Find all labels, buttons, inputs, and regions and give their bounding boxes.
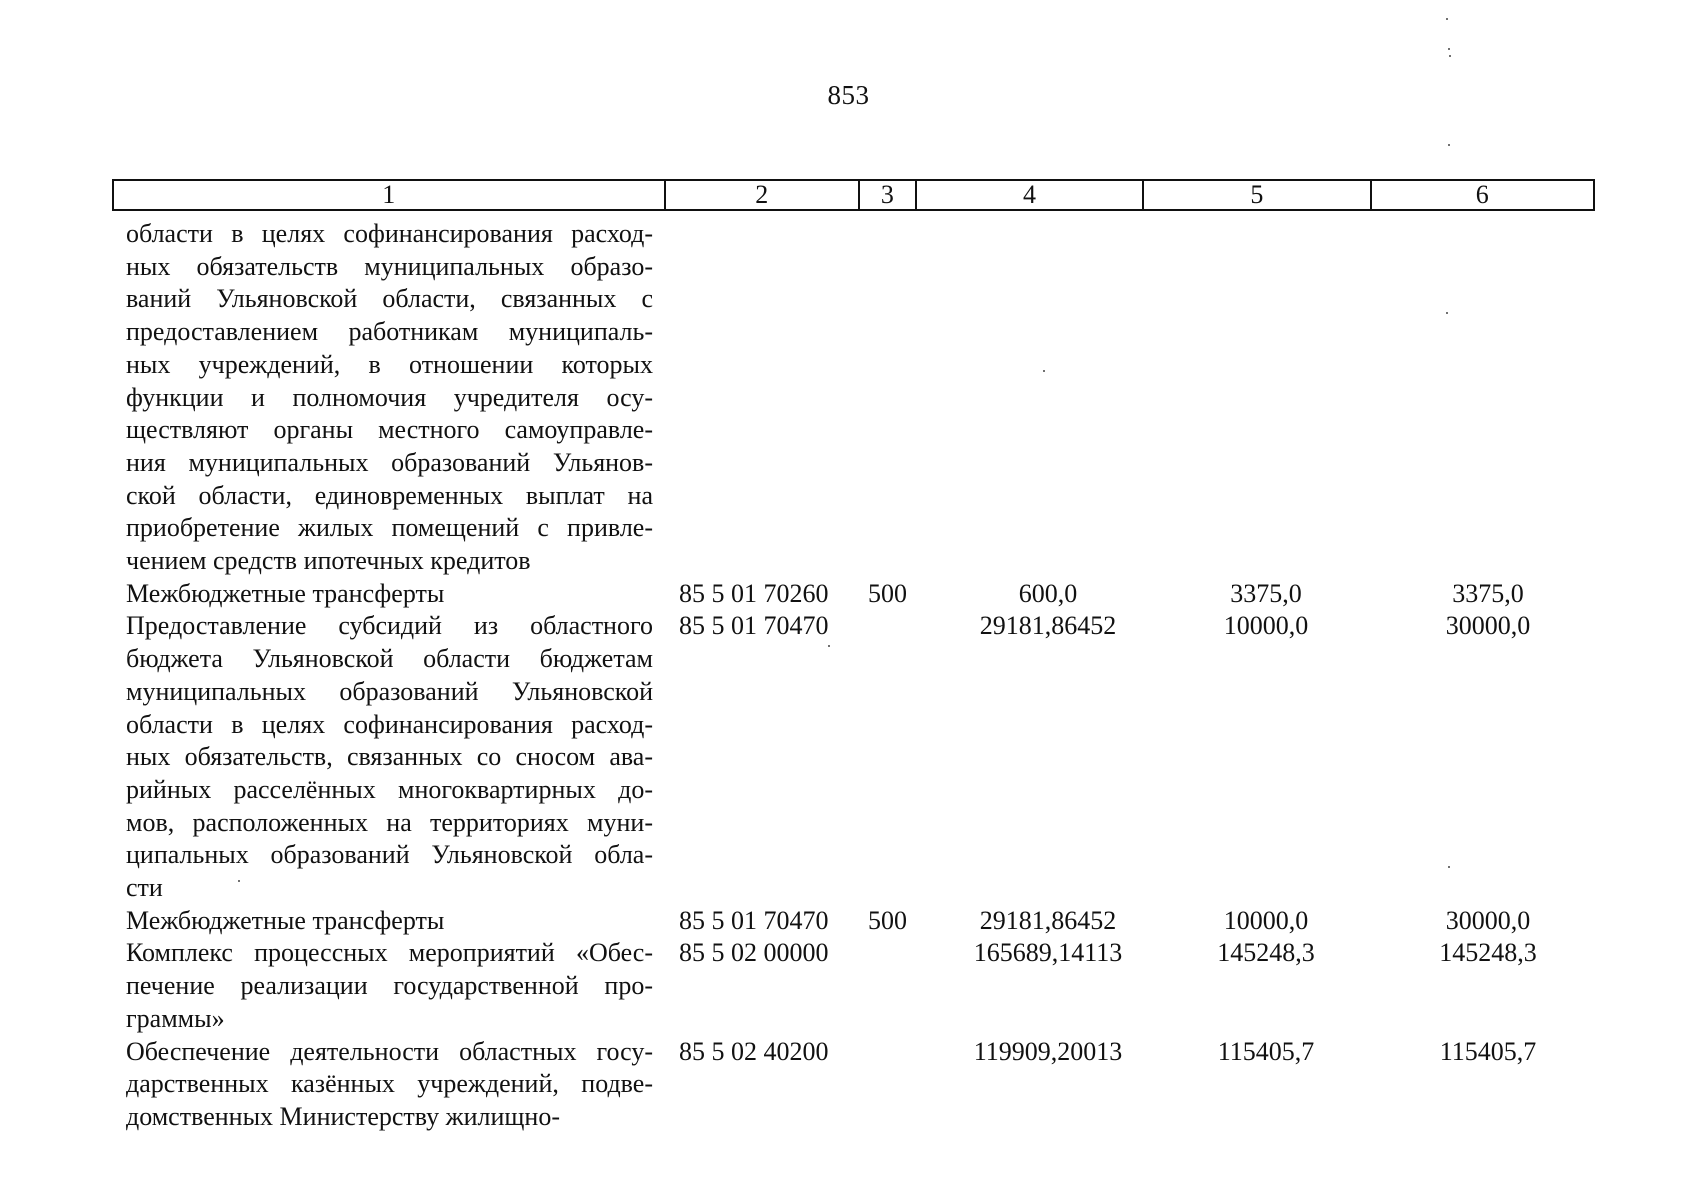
- description-line: домственных Министерству жилищно-: [126, 1101, 561, 1131]
- description-line: приобретение жилых помещений с привле-: [126, 513, 653, 543]
- description-line: ваний Ульяновской области, связанных с: [126, 284, 653, 314]
- value-col4-cell: 29181,86452: [979, 905, 1117, 935]
- column-header-3: 3: [860, 181, 917, 209]
- value-col6-cell: 30000,0: [1445, 905, 1531, 935]
- column-header-1: 1: [114, 181, 666, 209]
- column-header-2: 2: [666, 181, 860, 209]
- description-line: Комплекс процессных мероприятий «Обес-: [126, 938, 653, 968]
- description-line: ципальных образований Ульяновской обла-: [126, 840, 653, 870]
- row-description: [126, 610, 653, 904]
- table-row: [126, 905, 1531, 938]
- description-line: Обеспечение деятельности областных госу-: [126, 1036, 653, 1066]
- description-line: муниципальных образований Ульяновской: [126, 676, 653, 706]
- budget-code-cell: 85 5 01 70260: [679, 578, 829, 608]
- value-col6-cell: 30000,0: [1445, 611, 1531, 641]
- description-line: печение реализации государственной про-: [126, 971, 653, 1001]
- description-line: области в целях софинансирования расход-: [126, 709, 653, 739]
- value-col4-cell: 600,0: [1018, 578, 1078, 608]
- row-description: [126, 937, 653, 1035]
- scan-speck: [1448, 144, 1450, 146]
- column-header-5: 5: [1144, 181, 1371, 209]
- table-row: [126, 937, 1537, 1035]
- value-col6-cell: 115405,7: [1439, 1036, 1537, 1066]
- expense-type-cell: 500: [868, 578, 907, 608]
- value-col5-cell: 115405,7: [1217, 1036, 1315, 1066]
- table-body: [126, 218, 1537, 1134]
- description-line: сти: [126, 873, 163, 903]
- table-row: [126, 610, 1531, 904]
- value-col5-cell: 3375,0: [1230, 578, 1302, 608]
- scan-speck: [1448, 866, 1450, 868]
- description-line: Предоставление субсидий из областного: [126, 611, 653, 641]
- scan-speck: [1446, 312, 1448, 314]
- table-row: [126, 578, 1524, 611]
- value-col4-cell: 119909,20013: [973, 1036, 1123, 1066]
- description-line: мов, расположенных на территориях муни-: [126, 807, 653, 837]
- row-description: [126, 218, 653, 578]
- description-line: предоставлением работникам муниципаль-: [126, 317, 653, 347]
- description-line: чением средств ипотечных кредитов: [126, 546, 531, 576]
- scan-speck: [1448, 48, 1450, 50]
- table-header-row: [112, 179, 1595, 211]
- budget-code-cell: 85 5 02 40200: [679, 1036, 829, 1066]
- value-col6-cell: 3375,0: [1452, 578, 1524, 608]
- description-line: функции и полномочия учредителя осу-: [126, 382, 653, 412]
- description-line: Межбюджетные трансферты: [126, 578, 445, 608]
- description-line: рийных расселённых многоквартирных до-: [126, 774, 653, 804]
- description-line: ных обязательств, связанных со сносом ава-: [126, 742, 653, 772]
- description-line: Межбюджетные трансферты: [126, 905, 445, 935]
- scan-speck: [1446, 18, 1448, 20]
- row-description: [126, 905, 653, 938]
- description-line: бюджета Ульяновской области бюджетам: [126, 644, 653, 674]
- scan-speck: [828, 645, 830, 647]
- description-line: ния муниципальных образований Ульянов-: [126, 447, 653, 477]
- budget-code-cell: 85 5 01 70470: [679, 905, 829, 935]
- description-line: ской области, единовременных выплат на: [126, 480, 653, 510]
- description-line: ных учреждений, в отношении которых: [126, 349, 653, 379]
- description-line: граммы»: [126, 1003, 225, 1033]
- value-col6-cell: 145248,3: [1439, 938, 1537, 968]
- description-line: дарственных казённых учреждений, подве-: [126, 1069, 653, 1099]
- table-row: [126, 1036, 1537, 1134]
- value-col5-cell: 145248,3: [1217, 938, 1315, 968]
- page-number: 853: [827, 80, 870, 110]
- value-col4-cell: 29181,86452: [979, 611, 1117, 641]
- budget-code-cell: 85 5 02 00000: [679, 938, 829, 968]
- scan-speck: [1449, 55, 1451, 57]
- value-col5-cell: 10000,0: [1223, 905, 1309, 935]
- description-line: ных обязательств муниципальных образо-: [126, 251, 653, 281]
- row-description: [126, 1036, 653, 1134]
- budget-code-cell: 85 5 01 70470: [679, 611, 829, 641]
- row-description: [126, 578, 653, 611]
- description-line: ществляют органы местного самоуправле-: [126, 415, 653, 445]
- expense-type-cell: 500: [868, 905, 907, 935]
- table-row: [126, 218, 653, 578]
- value-col4-cell: 165689,14113: [973, 938, 1123, 968]
- value-col5-cell: 10000,0: [1223, 611, 1309, 641]
- column-header-4: 4: [917, 181, 1144, 209]
- scan-speck: [238, 880, 240, 882]
- description-line: области в целях софинансирования расход-: [126, 219, 653, 248]
- scan-speck: [1043, 370, 1045, 372]
- column-header-6: 6: [1475, 180, 1489, 209]
